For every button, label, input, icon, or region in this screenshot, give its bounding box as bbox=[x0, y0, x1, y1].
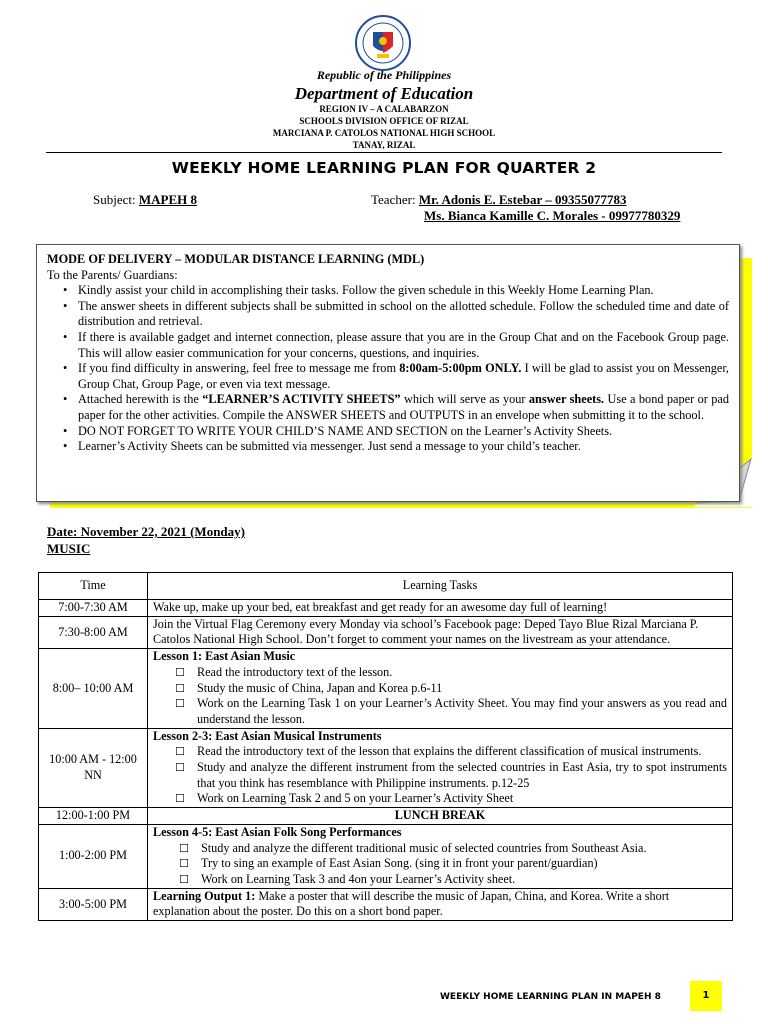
checklist-item: ☐ Try to sing an example of East Asian Song. (sing it in front your parent/guardian) bbox=[153, 856, 727, 872]
subject-info bbox=[93, 192, 197, 208]
time-cell: 12:00-1:00 PM bbox=[39, 808, 148, 825]
time-cell: 1:00-2:00 PM bbox=[39, 824, 148, 888]
notice-list bbox=[47, 283, 729, 455]
time-cell: 3:00-5:00 PM bbox=[39, 888, 148, 920]
time-cell: 8:00– 10:00 AM bbox=[39, 649, 148, 729]
schedule-table bbox=[38, 572, 733, 921]
teacher-line-2: Ms. Bianca Kamille C. Morales - 09977780329 bbox=[424, 208, 681, 223]
checklist-item: ☐ Study and analyze the different instrument from the selected countries in East Asia, try to spot instruments that you think has resemblance with Philippine instruments. p.12-25 bbox=[153, 760, 727, 791]
subject-label: Subject: bbox=[93, 192, 136, 207]
col-tasks-header: Learning Tasks bbox=[148, 573, 733, 600]
task-cell bbox=[148, 649, 733, 729]
division-line: SCHOOLS DIVISION OFFICE OF RIZAL bbox=[299, 116, 469, 126]
checklist-item: ☐ Work on Learning Task 2 and 5 on your Learner’s Activity Sheet bbox=[153, 791, 727, 807]
greeting: To the Parents/ Guardians: bbox=[47, 267, 178, 282]
time-cell: 7:00-7:30 AM bbox=[39, 600, 148, 617]
republic-line: Republic of the Philippines bbox=[316, 68, 452, 82]
notice-item bbox=[63, 392, 729, 423]
notice-item: • If there is available gadget and internet connection, please assure that you are in the Group Chat and on the Facebook Group page. This will allow easier communication for your concerns, questions, and inquiries. bbox=[63, 330, 729, 361]
notice-text: Use a bond paper or pad paper for the other activities. Compile the ANSWER SHEETS and OUTPUTS in an envelope when submitting it to the school. bbox=[78, 392, 730, 422]
table-row bbox=[39, 888, 733, 920]
notice-answer-sheets: answer sheets. bbox=[528, 392, 605, 407]
plan-date: Date: November 22, 2021 (Monday) bbox=[47, 524, 245, 539]
output-label: Learning Output 1: bbox=[153, 888, 256, 903]
time-cell: 7:30-8:00 AM bbox=[39, 616, 148, 648]
teacher-label: Teacher: bbox=[371, 192, 416, 207]
checklist-item: ☐ Work on the Learning Task 1 on your Learner’s Activity Sheet. You may find your answers as you read and understand the lesson. bbox=[153, 696, 727, 727]
notice-item: • Learner’s Activity Sheets can be submitted via messenger. Just send a message to your child’s teacher. bbox=[63, 439, 729, 455]
table-header-row bbox=[39, 573, 733, 600]
lunch-cell: LUNCH BREAK bbox=[148, 808, 733, 825]
checklist-item: ☐ Read the introductory text of the lesson that explains the different classification of musical instruments. bbox=[153, 744, 727, 760]
notice-box bbox=[36, 244, 740, 502]
task-cell: Join the Virtual Flag Ceremony every Monday via school’s Facebook page: Deped Tayo Blue Rizal Marciana P. Catolos National High School. Don’t forget to comment your names on the livestream as your attendance. bbox=[148, 616, 733, 648]
checklist-item: ☐ Study the music of China, Japan and Korea p.6-11 bbox=[153, 681, 727, 697]
notice-item: • DO NOT FORGET TO WRITE YOUR CHILD’S NAME AND SECTION on the Learner’s Activity Sheets. bbox=[63, 424, 729, 440]
delivery-mode: MODE OF DELIVERY – MODULAR DISTANCE LEARNING (MDL) bbox=[47, 252, 425, 266]
teacher-line-1: Mr. Adonis E. Estebar – 09355077783 bbox=[418, 192, 627, 207]
school-line: MARCIANA P. CATOLOS NATIONAL HIGH SCHOOL bbox=[272, 128, 496, 138]
deped-seal-logo bbox=[351, 14, 415, 72]
footer-text: WEEKLY HOME LEARNING PLAN IN MAPEH 8 bbox=[440, 992, 661, 1002]
table-row bbox=[39, 616, 733, 648]
notice-las: “LEARNER’S ACTIVITY SHEETS” bbox=[202, 392, 401, 407]
region-line: REGION IV – A CALABARZON bbox=[319, 104, 449, 114]
checklist-item: ☐ Study and analyze the different traditional music of selected countries from Southeast Asia. bbox=[153, 841, 727, 857]
notice-hours: 8:00am-5:00pm ONLY. bbox=[399, 361, 522, 376]
lesson-title: Lesson 4-5: East Asian Folk Song Performances bbox=[153, 824, 402, 839]
table-row bbox=[39, 728, 733, 808]
notice-item: • The answer sheets in different subjects shall be submitted in school on the allotted schedule. Follow the scheduled time and date of distribution and retrieval. bbox=[63, 299, 729, 330]
notice-text: Attached herewith is the bbox=[78, 392, 203, 407]
header-divider bbox=[46, 152, 722, 153]
table-row bbox=[39, 649, 733, 729]
lesson-title: Lesson 1: East Asian Music bbox=[153, 649, 296, 664]
table-row bbox=[39, 600, 733, 617]
teacher-info bbox=[371, 192, 626, 208]
col-time-header: Time bbox=[39, 573, 148, 600]
subject-value: MAPEH 8 bbox=[138, 192, 197, 207]
notice-item: • Kindly assist your child in accomplishing their tasks. Follow the given schedule in this Weekly Home Learning Plan. bbox=[63, 283, 729, 299]
output-text: Make a poster that will describe the music of Japan, China, and Korea. Write a short explanation about the poster. Do this on a short bond paper. bbox=[153, 888, 670, 919]
lesson-title: Lesson 2-3: East Asian Musical Instruments bbox=[153, 728, 382, 743]
task-cell bbox=[148, 824, 733, 888]
department-line: Department of Education bbox=[294, 84, 474, 103]
notice-text: which will serve as your bbox=[400, 392, 529, 407]
document-title: WEEKLY HOME LEARNING PLAN FOR QUARTER 2 bbox=[171, 159, 597, 177]
notice-item bbox=[63, 361, 729, 392]
notice-text: I will be glad to assist you on Messenger, Group Chat, Group Page, or even via text message. bbox=[78, 361, 730, 391]
location-line: TANAY, RIZAL bbox=[352, 140, 416, 150]
task-cell: Wake up, make up your bed, eat breakfast and get ready for an awesome day full of learning! bbox=[148, 600, 733, 617]
teacher-info-2 bbox=[424, 208, 680, 224]
checklist-item: ☐ Read the introductory text of the lesson. bbox=[153, 665, 727, 681]
notice-text: If you find difficulty in answering, feel free to message me from bbox=[78, 361, 400, 376]
time-cell: 10:00 AM - 12:00 NN bbox=[39, 728, 148, 808]
task-cell bbox=[148, 888, 733, 920]
table-row bbox=[39, 808, 733, 825]
checklist-item: ☐ Work on Learning Task 3 and 4on your Learner’s Activity sheet. bbox=[153, 872, 727, 888]
task-cell bbox=[148, 728, 733, 808]
section-heading: MUSIC bbox=[47, 541, 91, 556]
table-row bbox=[39, 824, 733, 888]
page-number: 1 bbox=[690, 981, 722, 1011]
